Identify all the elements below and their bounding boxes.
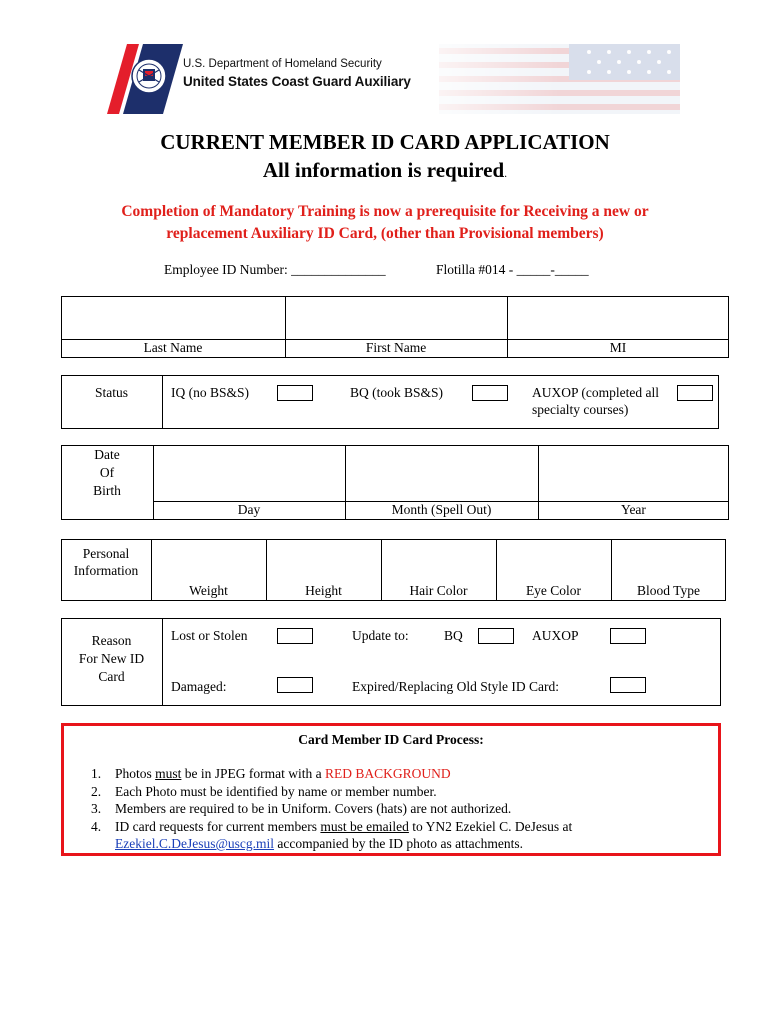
list-number: 3.	[91, 801, 102, 816]
damaged-checkbox[interactable]	[277, 677, 313, 693]
lost-stolen-label: Lost or Stolen	[171, 628, 248, 643]
day-label: Day	[237, 502, 261, 517]
expired-label: Expired/Replacing Old Style ID Card:	[352, 679, 559, 694]
blood-type-label: Blood Type	[637, 583, 700, 598]
iq-label: IQ (no BS&S)	[171, 385, 250, 400]
process-list	[91, 765, 572, 853]
mi-input[interactable]	[508, 297, 728, 339]
form-title: CURRENT MEMBER ID CARD APPLICATION	[160, 130, 610, 154]
red-background-note: RED BACKGROUND	[325, 766, 451, 781]
blood-type-input[interactable]	[612, 540, 725, 582]
form-subtitle	[0, 158, 770, 183]
last-name-label: Last Name	[143, 340, 203, 355]
height-input[interactable]	[267, 540, 381, 582]
training-warning-line1: Completion of Mandatory Training is now a prerequisite for Receiving a new or	[121, 203, 649, 220]
item-emphasis: must be emailed	[320, 818, 409, 834]
dob-label-line2: Of	[99, 465, 115, 480]
list-item	[91, 818, 572, 853]
eye-color-input[interactable]	[497, 540, 611, 582]
auxop-label-line2: specialty courses)	[532, 402, 629, 417]
list-number: 1.	[91, 766, 102, 781]
first-name-input[interactable]	[286, 297, 507, 339]
employee-id-field[interactable]: Employee ID Number: ______________	[164, 262, 386, 277]
reason-label-line1: Reason	[91, 633, 132, 648]
damaged-label: Damaged:	[171, 679, 227, 694]
item-emphasis: must	[155, 766, 182, 781]
lost-stolen-checkbox[interactable]	[277, 628, 313, 644]
mi-label: MI	[609, 340, 627, 355]
weight-input[interactable]	[152, 540, 266, 582]
year-label: Year	[621, 502, 646, 517]
auxop-checkbox[interactable]	[677, 385, 713, 401]
bq-label: BQ (took BS&S)	[350, 385, 444, 400]
flotilla-field[interactable]: Flotilla #014 - _____-_____	[436, 262, 589, 277]
item-text: Each Photo must be identified by name or member number.	[115, 783, 437, 799]
personal-label-line1: Personal	[82, 546, 130, 561]
reason-col-divider	[162, 618, 163, 706]
process-box	[61, 723, 721, 856]
eye-color-label: Eye Color	[525, 583, 582, 598]
item-text: Members are required to be in Uniform. Covers (hats) are not authorized.	[115, 801, 512, 816]
expired-checkbox[interactable]	[610, 677, 646, 693]
agency-department: U.S. Department of Homeland Security	[183, 58, 382, 70]
update-auxop-checkbox[interactable]	[610, 628, 646, 644]
status-col-divider	[162, 375, 163, 429]
dob-month-input[interactable]	[346, 446, 538, 501]
iq-checkbox[interactable]	[277, 385, 313, 401]
status-label: Status	[94, 385, 128, 400]
update-to-label: Update to:	[352, 628, 409, 643]
weight-label: Weight	[189, 583, 228, 598]
list-item	[91, 800, 572, 818]
dob-year-input[interactable]	[539, 446, 728, 501]
bq-checkbox[interactable]	[472, 385, 508, 401]
process-title: Card Member ID Card Process:	[298, 732, 484, 747]
subtitle-text: All information is required	[262, 158, 505, 182]
reason-label-line2: For New ID	[78, 651, 145, 666]
hair-color-input[interactable]	[382, 540, 496, 582]
item-text: ID card requests for current members	[115, 818, 321, 834]
email-link[interactable]: Ezekiel.C.DeJesus@uscg.mil	[115, 836, 275, 851]
agency-name: United States Coast Guard Auxiliary	[183, 74, 411, 89]
item-text: be in JPEG format with a	[181, 766, 326, 781]
subtitle-period: .	[504, 166, 508, 180]
training-warning-line2: replacement Auxiliary ID Card, (other than Provisional members)	[166, 225, 604, 242]
personal-label-line2: Information	[73, 563, 139, 578]
list-number: 4.	[91, 818, 102, 834]
list-item	[91, 765, 572, 783]
hair-color-label: Hair Color	[409, 583, 468, 598]
height-label: Height	[305, 583, 342, 598]
update-bq-label: BQ	[444, 628, 463, 643]
list-item	[91, 783, 572, 801]
item-text: Photos	[115, 766, 156, 781]
auxop-label-line1: AUXOP (completed all	[532, 385, 659, 400]
first-name-label: First Name	[365, 340, 427, 355]
dob-label-line1: Date	[94, 447, 120, 462]
header-banner	[99, 44, 680, 114]
reason-label-line3: Card	[98, 669, 125, 684]
update-auxop-label: AUXOP	[532, 628, 579, 643]
list-number: 2.	[91, 783, 102, 799]
dob-label-line3: Birth	[93, 483, 121, 498]
month-label: Month (Spell Out)	[391, 502, 492, 517]
item-text: to YN2 Ezekiel C. DeJesus at	[408, 818, 573, 834]
last-name-input[interactable]	[62, 297, 285, 339]
dob-day-input[interactable]	[154, 446, 345, 501]
update-bq-checkbox[interactable]	[478, 628, 514, 644]
item-text: accompanied by the ID photo as attachments.	[274, 836, 523, 851]
